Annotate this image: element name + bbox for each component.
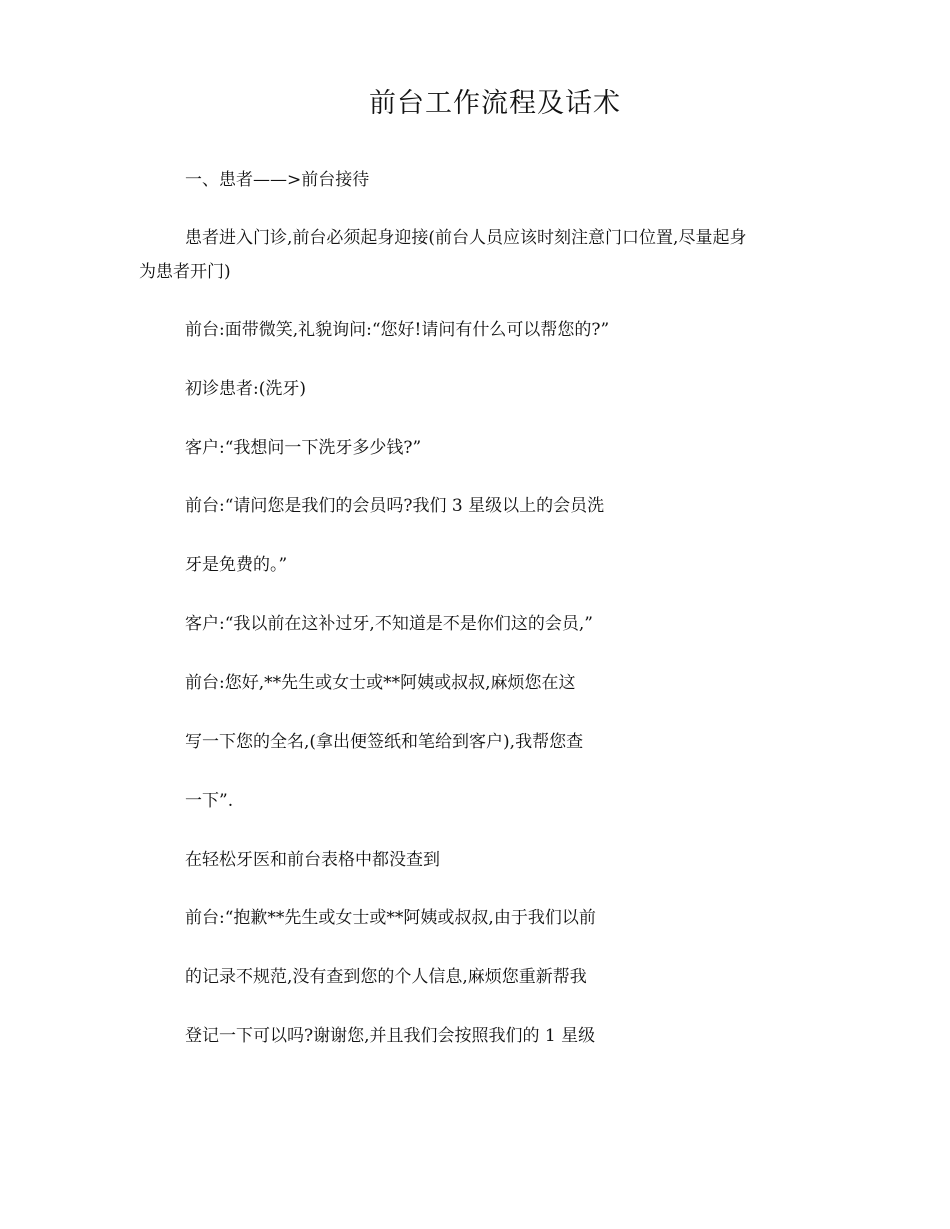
document-title: 前台工作流程及话术 — [369, 88, 621, 119]
paragraph-line: 前台:“请问您是我们的会员吗?我们 3 星级以上的会员洗 — [185, 496, 605, 516]
paragraph-line: 的记录不规范,没有查到您的个人信息,麻烦您重新帮我 — [185, 967, 587, 987]
paragraph-line: 前台:您好,**先生或女士或**阿姨或叔叔,麻烦您在这 — [185, 673, 576, 693]
paragraph-line: 初诊患者:(洗牙) — [185, 379, 306, 399]
paragraph-line: 患者进入门诊,前台必须起身迎接(前台人员应该时刻注意门口位置,尽量起身 — [185, 228, 747, 248]
paragraph-line: 客户:“我以前在这补过牙,不知道是不是你们这的会员,” — [185, 614, 593, 634]
paragraph-line: 在轻松牙医和前台表格中都没查到 — [185, 850, 440, 870]
paragraph-line: 前台:“抱歉**先生或女士或**阿姨或叔叔,由于我们以前 — [185, 908, 596, 928]
paragraph-line: 登记一下可以吗?谢谢您,并且我们会按照我们的 1 星级 — [185, 1026, 596, 1046]
paragraph-line: 前台:面带微笑,礼貌询问:“您好!请问有什么可以帮您的?” — [185, 320, 610, 340]
paragraph-line: 牙是免费的。” — [185, 555, 288, 575]
paragraph-line: 为患者开门) — [139, 262, 231, 282]
paragraph-line: 一下”. — [185, 791, 234, 811]
paragraph-line: 客户:“我想问一下洗牙多少钱?” — [185, 438, 422, 458]
paragraph-line: 写一下您的全名,(拿出便签纸和笔给到客户),我帮您查 — [185, 732, 584, 752]
section-heading: 一、患者——>前台接待 — [185, 170, 370, 190]
